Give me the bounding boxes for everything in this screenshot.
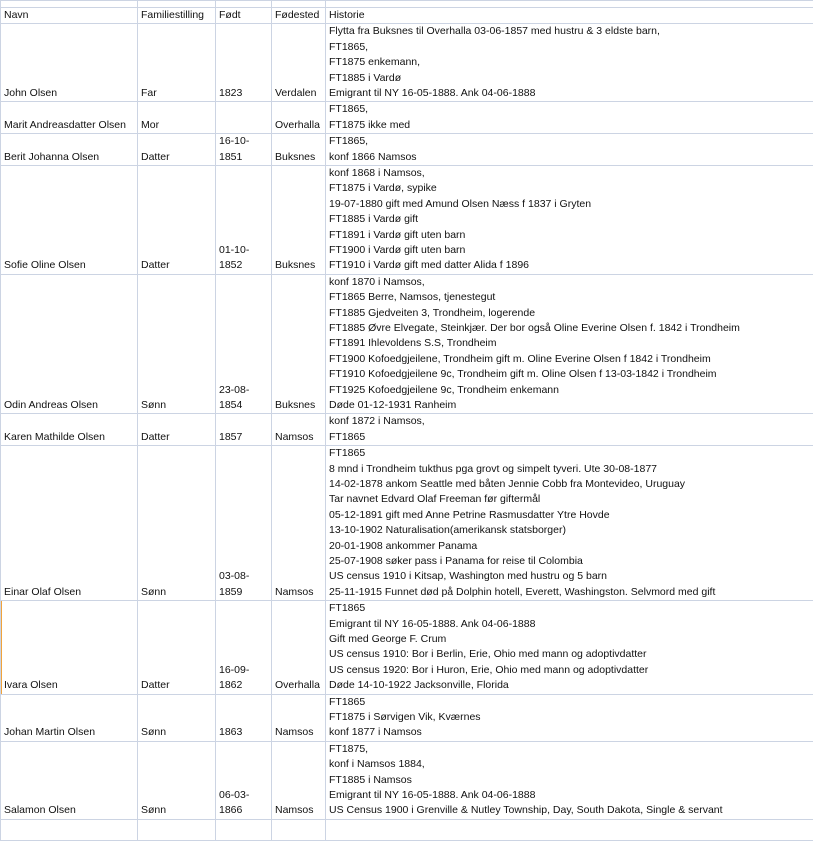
fodt-date-part-2: 1859 [219, 585, 269, 600]
cell-familiestilling[interactable]: Sønn [138, 694, 216, 741]
historie-line: konf 1872 i Namsos, [329, 414, 811, 429]
cell-fodt[interactable] [216, 819, 272, 840]
cell-navn[interactable]: Odin Andreas Olsen [1, 274, 138, 414]
historie-line: 8 mnd i Trondheim tukthus pga grovt og simpelt tyveri. Ute 30-08-1877 [329, 462, 811, 477]
cell-navn[interactable]: Ivara Olsen [1, 601, 138, 694]
historie-line: FT1900 Kofoedgjeilene, Trondheim gift m. Oline Everine Olsen f 1842 i Trondheim [329, 352, 811, 367]
historie-line: US census 1910: Bor i Berlin, Erie, Ohio med mann og adoptivdatter [329, 647, 811, 662]
fodt-date-part-1: 01-10- [219, 243, 269, 258]
cell-navn[interactable]: Einar Olaf Olsen [1, 446, 138, 601]
cell-fodt[interactable] [216, 1, 272, 8]
cell-fodested[interactable] [272, 819, 326, 840]
historie-line: FT1865, [329, 134, 811, 149]
cell-fodested[interactable] [272, 1, 326, 8]
historie-line: FT1885 i Namsos [329, 773, 811, 788]
cell-historie[interactable] [326, 601, 813, 694]
historie-line: FT1865, [329, 102, 811, 117]
historie-line: FT1891 i Vardø gift uten barn [329, 228, 811, 243]
historie-line: FT1885 Øvre Elvegate, Steinkjær. Der bor også Oline Everine Olsen f. 1842 i Trondheim [329, 321, 811, 336]
cell-familiestilling[interactable]: Datter [138, 134, 216, 166]
historie-line: FT1875 ikke med [329, 118, 811, 133]
cell-navn[interactable]: Johan Martin Olsen [1, 694, 138, 741]
fodt-date-part-1: 06-03- [219, 788, 269, 803]
historie-line: US census 1910 i Kitsap, Washington med hustru og 5 barn [329, 569, 811, 584]
cell-fodt[interactable] [216, 741, 272, 819]
cell-navn[interactable] [1, 1, 138, 8]
fodt-date-part-2: 1866 [219, 803, 269, 818]
cell-fodt[interactable] [216, 166, 272, 275]
cell-familiestilling[interactable]: Sønn [138, 741, 216, 819]
cell-historie[interactable] [326, 1, 813, 8]
table-row [1, 274, 813, 414]
table-row [1, 741, 813, 819]
cell-fodested[interactable]: Namsos [272, 741, 326, 819]
cell-fodested[interactable]: Buksnes [272, 274, 326, 414]
cell-fodested[interactable]: Overhalla [272, 601, 326, 694]
historie-line: FT1865 [329, 446, 811, 461]
historie-line: Gift med George F. Crum [329, 632, 811, 647]
cell-historie[interactable] [326, 24, 813, 102]
cell-fodt[interactable] [216, 274, 272, 414]
fodt-date-part-1: 23-08- [219, 383, 269, 398]
historie-line: FT1875 enkemann, [329, 55, 811, 70]
table-row [1, 819, 813, 840]
cell-historie[interactable] [326, 414, 813, 446]
column-header-familiestilling[interactable]: Familiestilling [138, 8, 216, 24]
table-row [1, 694, 813, 741]
historie-line: konf 1868 i Namsos, [329, 166, 811, 181]
historie-line: FT1885 i Vardø gift [329, 212, 811, 227]
table-row [1, 414, 813, 446]
historie-line: 14-02-1878 ankom Seattle med båten Jennie Cobb fra Montevideo, Uruguay [329, 477, 811, 492]
historie-line: Døde 14-10-1922 Jacksonville, Florida [329, 678, 811, 693]
historie-line: FT1900 i Vardø gift uten barn [329, 243, 811, 258]
cell-fodested[interactable]: Overhalla [272, 102, 326, 134]
historie-line: 13-10-1902 Naturalisation(amerikansk statsborger) [329, 523, 811, 538]
historie-line: Emigrant til NY 16-05-1888. Ank 04-06-1888 [329, 86, 811, 101]
cell-fodt[interactable]: 1823 [216, 24, 272, 102]
cell-familiestilling[interactable]: Sønn [138, 274, 216, 414]
historie-line: FT1885 Gjedveiten 3, Trondheim, logerende [329, 306, 811, 321]
cell-navn[interactable]: Sofie Oline Olsen [1, 166, 138, 275]
historie-line: FT1910 Kofoedgjeilene 9c, Trondheim gift m. Oline Olsen f 13-03-1842 i Trondheim [329, 367, 811, 382]
historie-line: konf 1866 Namsos [329, 150, 811, 165]
cell-historie[interactable] [326, 819, 813, 840]
cell-historie[interactable] [326, 446, 813, 601]
historie-line: FT1865, [329, 40, 811, 55]
historie-line: FT1865 [329, 601, 811, 616]
table-row [1, 24, 813, 102]
historie-line: 05-12-1891 gift med Anne Petrine Rasmusdatter Ytre Hovde [329, 508, 811, 523]
cell-historie[interactable] [326, 741, 813, 819]
historie-line: konf 1877 i Namsos [329, 725, 811, 740]
cell-familiestilling[interactable]: Datter [138, 166, 216, 275]
table-header-row [1, 8, 813, 24]
cell-familiestilling[interactable]: Far [138, 24, 216, 102]
historie-line: 25-07-1908 søker pass i Panama for reise til Colombia [329, 554, 811, 569]
cell-fodt[interactable]: 1857 [216, 414, 272, 446]
historie-line: FT1865 Berre, Namsos, tjenestegut [329, 290, 811, 305]
fodt-date-part-2: 1862 [219, 678, 269, 693]
cell-navn[interactable]: Marit Andreasdatter Olsen [1, 102, 138, 134]
cell-fodt[interactable] [216, 601, 272, 694]
column-header-fodested[interactable]: Fødested [272, 8, 326, 24]
cell-fodested[interactable]: Namsos [272, 694, 326, 741]
cell-familiestilling[interactable] [138, 1, 216, 8]
cell-historie[interactable] [326, 102, 813, 134]
table-row [1, 601, 813, 694]
cell-navn[interactable]: John Olsen [1, 24, 138, 102]
historie-line: FT1875, [329, 742, 811, 757]
cell-navn[interactable]: Karen Mathilde Olsen [1, 414, 138, 446]
cell-fodested[interactable]: Buksnes [272, 134, 326, 166]
cell-fodt[interactable] [216, 446, 272, 601]
table-row [1, 134, 813, 166]
historie-line: konf i Namsos 1884, [329, 757, 811, 772]
historie-line: 19-07-1880 gift med Amund Olsen Næss f 1837 i Gryten [329, 197, 811, 212]
historie-line: konf 1870 i Namsos, [329, 275, 811, 290]
historie-line: US Census 1900 i Grenville & Nutley Township, Day, South Dakota, Single & servant [329, 803, 811, 818]
historie-line: 20-01-1908 ankommer Panama [329, 539, 811, 554]
historie-line: FT1875 i Vardø, sypike [329, 181, 811, 196]
historie-line: FT1891 Ihlevoldens S.S, Trondheim [329, 336, 811, 351]
cell-fodested[interactable]: Verdalen [272, 24, 326, 102]
cell-fodt[interactable]: 1863 [216, 694, 272, 741]
cell-navn[interactable]: Berit Johanna Olsen [1, 134, 138, 166]
historie-line: Flytta fra Buksnes til Overhalla 03-06-1857 med hustru & 3 eldste barn, [329, 24, 811, 39]
column-header-fodt[interactable]: Født [216, 8, 272, 24]
table-row [1, 102, 813, 134]
cell-fodested[interactable]: Buksnes [272, 166, 326, 275]
cell-fodested[interactable]: Namsos [272, 446, 326, 601]
fodt-date-part-2: 1852 [219, 258, 269, 273]
cell-familiestilling[interactable]: Sønn [138, 446, 216, 601]
cell-fodested[interactable]: Namsos [272, 414, 326, 446]
table-body [1, 1, 813, 841]
historie-line: Tar navnet Edvard Olaf Freeman før giftermål [329, 492, 811, 507]
cell-fodt[interactable] [216, 102, 272, 134]
historie-line: Emigrant til NY 16-05-1888. Ank 04-06-1888 [329, 788, 811, 803]
fodt-date-part-2: 1854 [219, 398, 269, 413]
cell-familiestilling[interactable]: Datter [138, 601, 216, 694]
cell-familiestilling[interactable]: Datter [138, 414, 216, 446]
historie-line: FT1885 i Vardø [329, 71, 811, 86]
historie-line: FT1865 [329, 430, 811, 445]
cell-familiestilling[interactable]: Mor [138, 102, 216, 134]
historie-line: US census 1920: Bor i Huron, Erie, Ohio med mann og adoptivdatter [329, 663, 811, 678]
cell-familiestilling[interactable] [138, 819, 216, 840]
historie-line: FT1910 i Vardø gift med datter Alida f 1896 [329, 258, 811, 273]
cell-fodt[interactable]: 16-10-1851 [216, 134, 272, 166]
cell-historie[interactable] [326, 166, 813, 275]
column-header-navn[interactable]: Navn [1, 8, 138, 24]
column-header-historie[interactable]: Historie [326, 8, 813, 24]
historie-line: FT1925 Kofoedgjeilene 9c, Trondheim enkemann [329, 383, 811, 398]
fodt-date-part-1: 03-08- [219, 569, 269, 584]
cell-navn[interactable] [1, 819, 138, 840]
cell-historie[interactable] [326, 134, 813, 166]
historie-line: FT1875 i Sørvigen Vik, Kværnes [329, 710, 811, 725]
table-row [1, 446, 813, 601]
table-row [1, 166, 813, 275]
historie-line: Emigrant til NY 16-05-1888. Ank 04-06-1888 [329, 617, 811, 632]
cell-historie[interactable] [326, 274, 813, 414]
table-row-partial-top [1, 1, 813, 8]
historie-line: 25-11-1915 Funnet død på Dolphin hotell, Everett, Washingston. Selvmord med gift [329, 585, 811, 600]
historie-line: FT1865 [329, 695, 811, 710]
cell-navn[interactable]: Salamon Olsen [1, 741, 138, 819]
historie-line: Døde 01-12-1931 Ranheim [329, 398, 811, 413]
cell-historie[interactable] [326, 694, 813, 741]
fodt-date-part-1: 16-09- [219, 663, 269, 678]
